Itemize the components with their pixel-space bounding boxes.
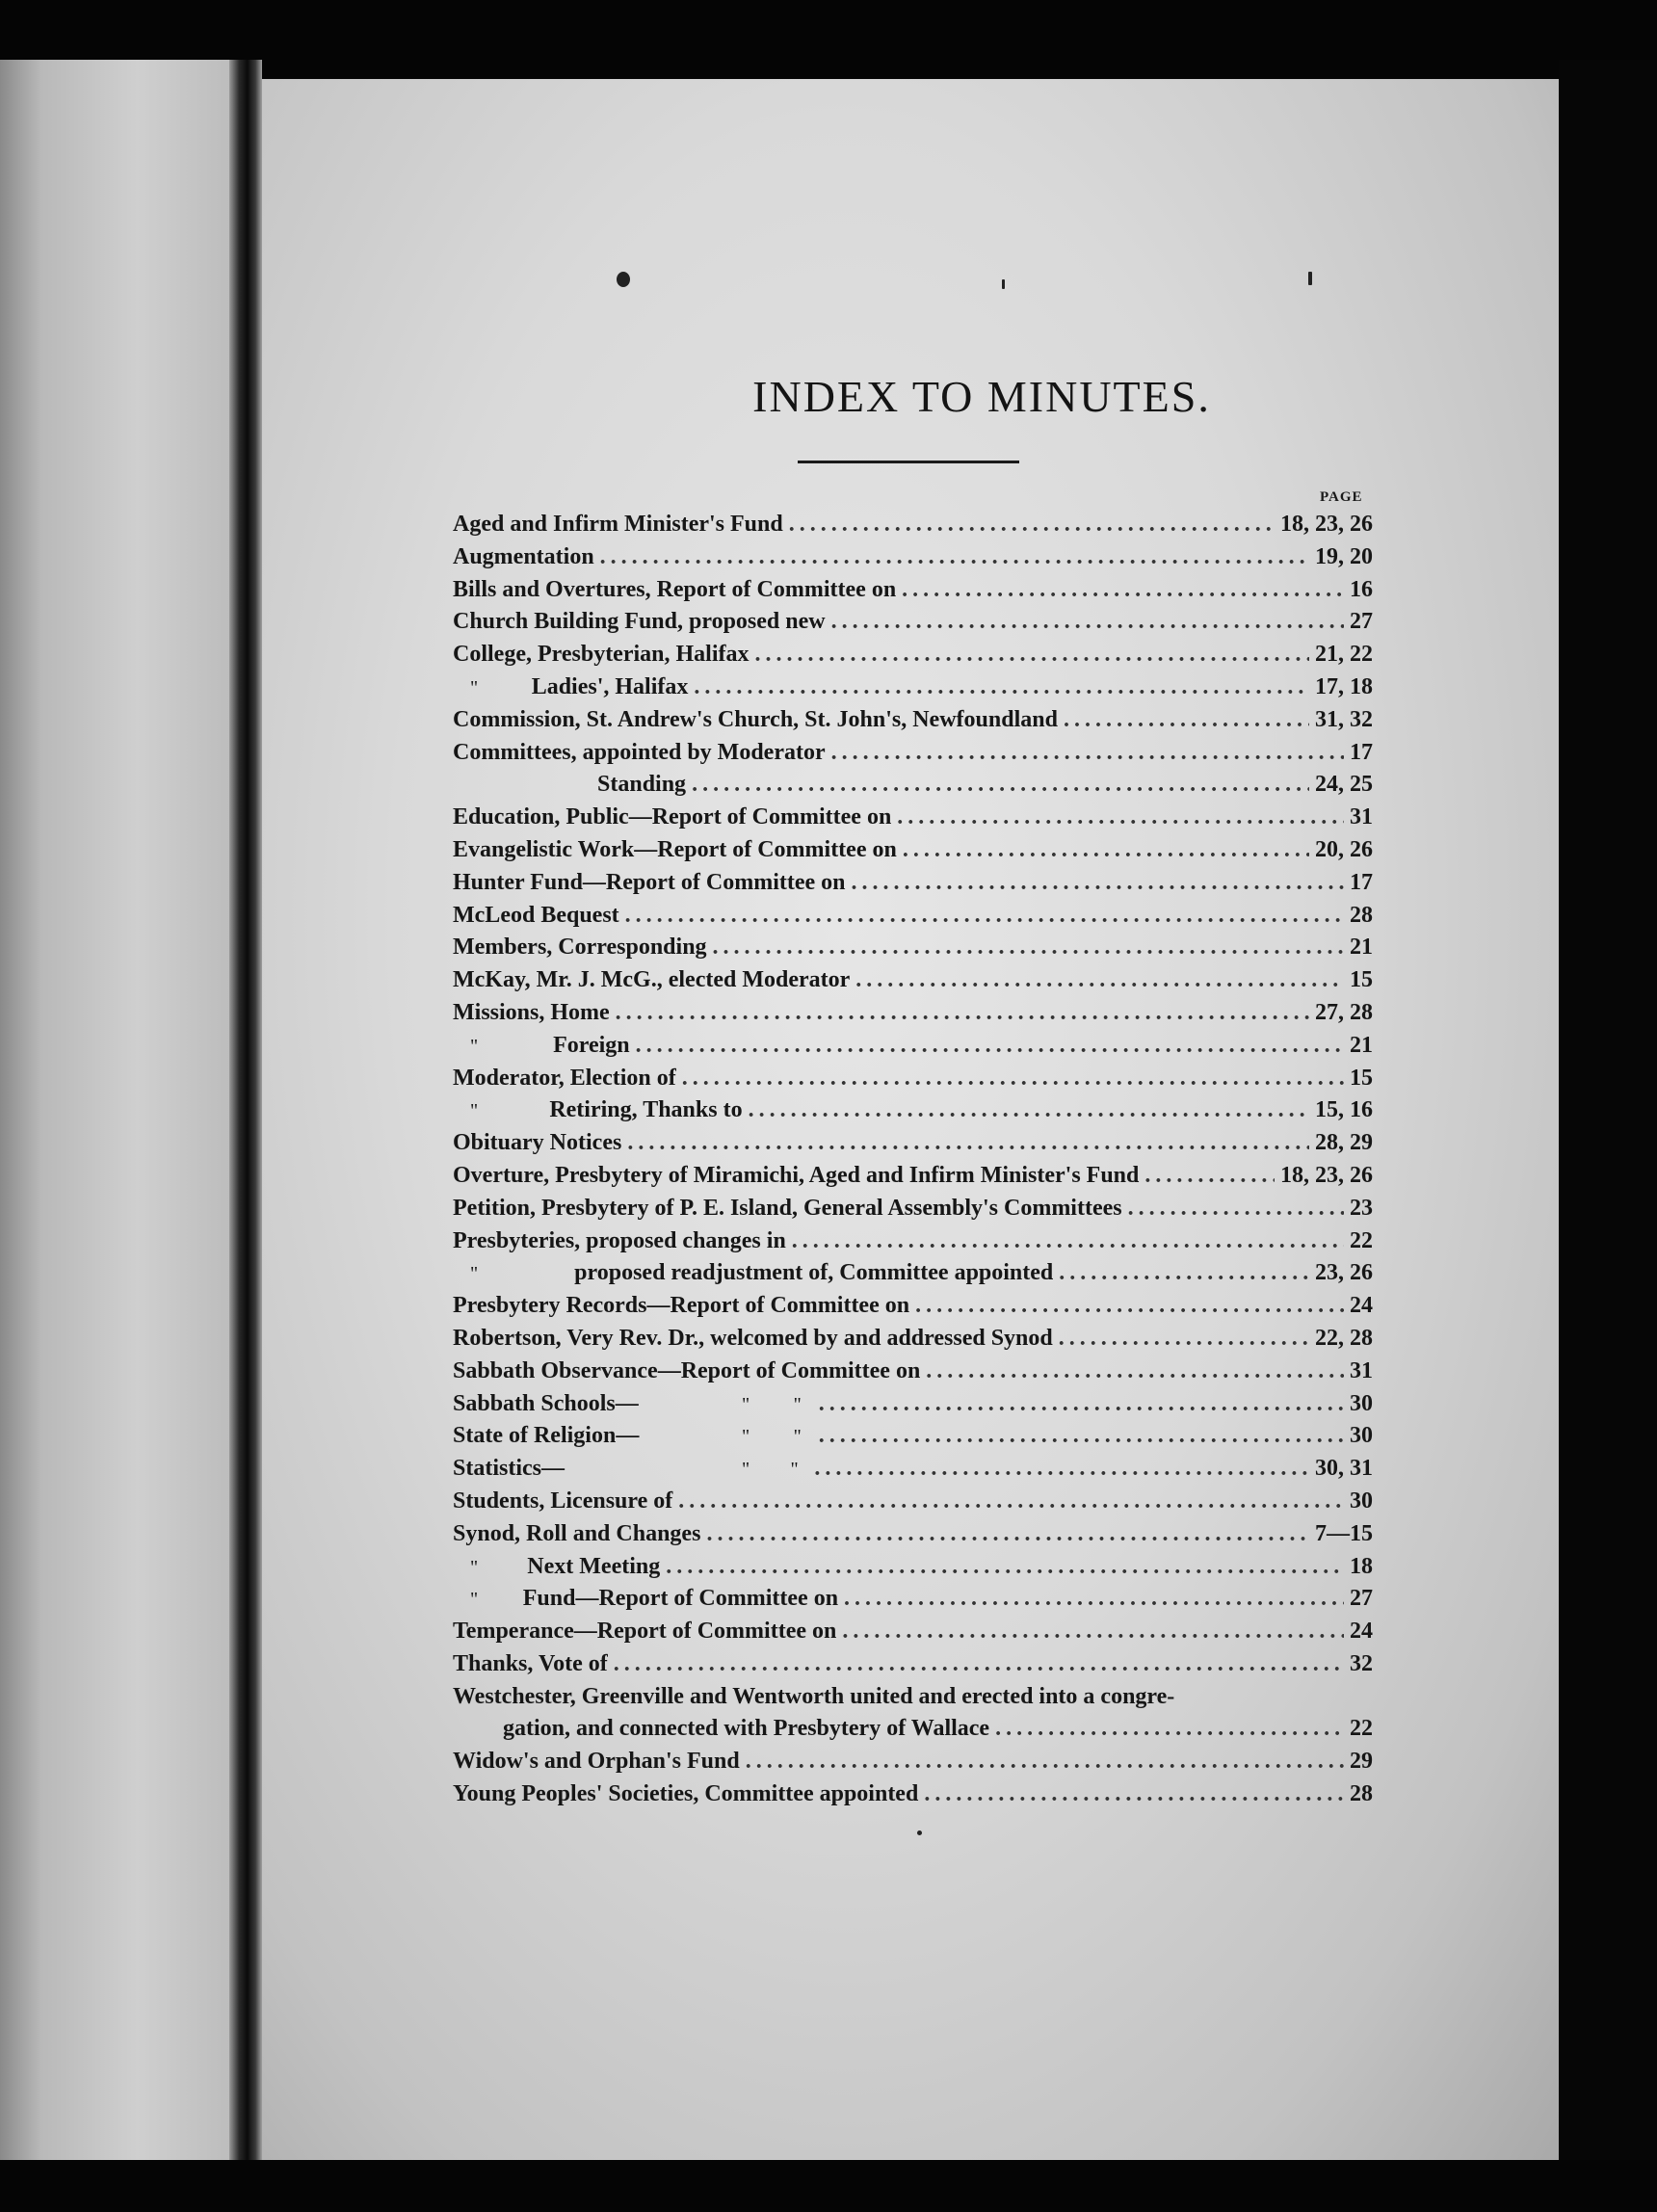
page-title: INDEX TO MINUTES. bbox=[752, 372, 1211, 421]
page-column-heading: PAGE bbox=[1320, 489, 1363, 505]
ditto-mark: " bbox=[470, 1035, 479, 1057]
index-entry: Westchester, Greenville and Wentworth united and erected into a congre- gation, and connected with Presbytery of Wallace ..... 22 bbox=[453, 1681, 1373, 1747]
ditto-mark: " bbox=[470, 1100, 479, 1122]
index-entry: Widow's and Orphan's Fund ..... 29 bbox=[453, 1746, 1373, 1778]
index-entry: Obituary Notices ..... 28, 29 bbox=[453, 1127, 1373, 1160]
index-entry: State of Religion— " " ..... 30 bbox=[453, 1420, 1373, 1453]
index-entry: Petition, Presbytery of P. E. Island, General Assembly's Committees ..... 23 bbox=[453, 1193, 1373, 1225]
index-entry: Moderator, Election of ..... 15 bbox=[453, 1063, 1373, 1095]
index-entry: Overture, Presbytery of Miramichi, Aged and Infirm Minister's Fund ..... 18, 23, 26 bbox=[453, 1160, 1373, 1193]
ditto-mark: " bbox=[793, 1393, 802, 1415]
index-subentry: " Retiring, Thanks to ..... 15, 16 bbox=[453, 1094, 1373, 1127]
index-entry: Temperance—Report of Committee on ..... 24 bbox=[453, 1616, 1373, 1648]
index-entry: Evangelistic Work—Report of Committee on ..... 20, 26 bbox=[453, 834, 1373, 867]
index-entry: Augmentation ..... 19, 20 bbox=[453, 541, 1373, 574]
index-entry: Young Peoples' Societies, Committee appointed ..... 28 bbox=[453, 1778, 1373, 1811]
index-entry: Thanks, Vote of ..... 32 bbox=[453, 1648, 1373, 1681]
index-entry: Students, Licensure of ..... 30 bbox=[453, 1486, 1373, 1518]
index-subentry: " Next Meeting ..... 18 bbox=[453, 1551, 1373, 1584]
index-entry: Sabbath Observance—Report of Committee on ..... 31 bbox=[453, 1356, 1373, 1388]
index-entry: McKay, Mr. J. McG., elected Moderator ..... 15 bbox=[453, 964, 1373, 997]
ditto-mark: " bbox=[470, 676, 479, 698]
index-subentry: " Foreign ..... 21 bbox=[453, 1030, 1373, 1063]
ditto-mark: " bbox=[470, 1556, 479, 1578]
index-entry: Bills and Overtures, Report of Committee on ..... 16 bbox=[453, 574, 1373, 607]
index-entry: Commission, St. Andrew's Church, St. John's, Newfoundland ..... 31, 32 bbox=[453, 704, 1373, 737]
ditto-mark: " bbox=[742, 1393, 750, 1415]
ink-speck bbox=[617, 272, 630, 287]
index-list bbox=[453, 509, 1373, 1811]
index-entry: Sabbath Schools— " " ..... 30 bbox=[453, 1388, 1373, 1421]
index-entry: College, Presbyterian, Halifax ..... 21, 22 bbox=[453, 639, 1373, 672]
index-entry: Presbyteries, proposed changes in ..... 22 bbox=[453, 1225, 1373, 1258]
index-subentry: Standing ..... 24, 25 bbox=[453, 769, 1373, 802]
ink-speck bbox=[1308, 272, 1312, 285]
index-entry: Aged and Infirm Minister's Fund ..... 18, 23, 26 bbox=[453, 509, 1373, 541]
ditto-mark: " bbox=[742, 1426, 750, 1448]
index-subentry: " Ladies', Halifax ..... 17, 18 bbox=[453, 672, 1373, 704]
index-entry: Robertson, Very Rev. Dr., welcomed by and addressed Synod ..... 22, 28 bbox=[453, 1323, 1373, 1356]
index-entry: Education, Public—Report of Committee on ..... 31 bbox=[453, 802, 1373, 834]
index-subentry: " proposed readjustment of, Committee appointed ..... 23, 26 bbox=[453, 1257, 1373, 1290]
title-rule bbox=[798, 461, 1019, 463]
index-entry: Hunter Fund—Report of Committee on ..... 17 bbox=[453, 867, 1373, 900]
ink-speck bbox=[917, 1830, 922, 1835]
index-entry: Presbytery Records—Report of Committee on ..... 24 bbox=[453, 1290, 1373, 1323]
index-entry: Statistics— " " ..... 30, 31 bbox=[453, 1453, 1373, 1486]
ink-speck bbox=[1002, 279, 1005, 289]
ditto-mark: " bbox=[470, 1589, 479, 1611]
ditto-mark: " bbox=[793, 1426, 802, 1448]
index-entry: Church Building Fund, proposed new ..... 27 bbox=[453, 606, 1373, 639]
index-entry: Synod, Roll and Changes ..... 7—15 bbox=[453, 1518, 1373, 1551]
index-entry: Members, Corresponding ..... 21 bbox=[453, 932, 1373, 964]
ditto-mark: " bbox=[790, 1459, 799, 1481]
ditto-mark: " bbox=[470, 1263, 479, 1285]
index-entry: McLeod Bequest ..... 28 bbox=[453, 900, 1373, 933]
index-entry: Missions, Home ..... 27, 28 bbox=[453, 997, 1373, 1030]
index-entry: Committees, appointed by Moderator ..... 17 bbox=[453, 737, 1373, 770]
index-subentry: " Fund—Report of Committee on ..... 27 bbox=[453, 1583, 1373, 1616]
ditto-mark: " bbox=[742, 1459, 750, 1481]
